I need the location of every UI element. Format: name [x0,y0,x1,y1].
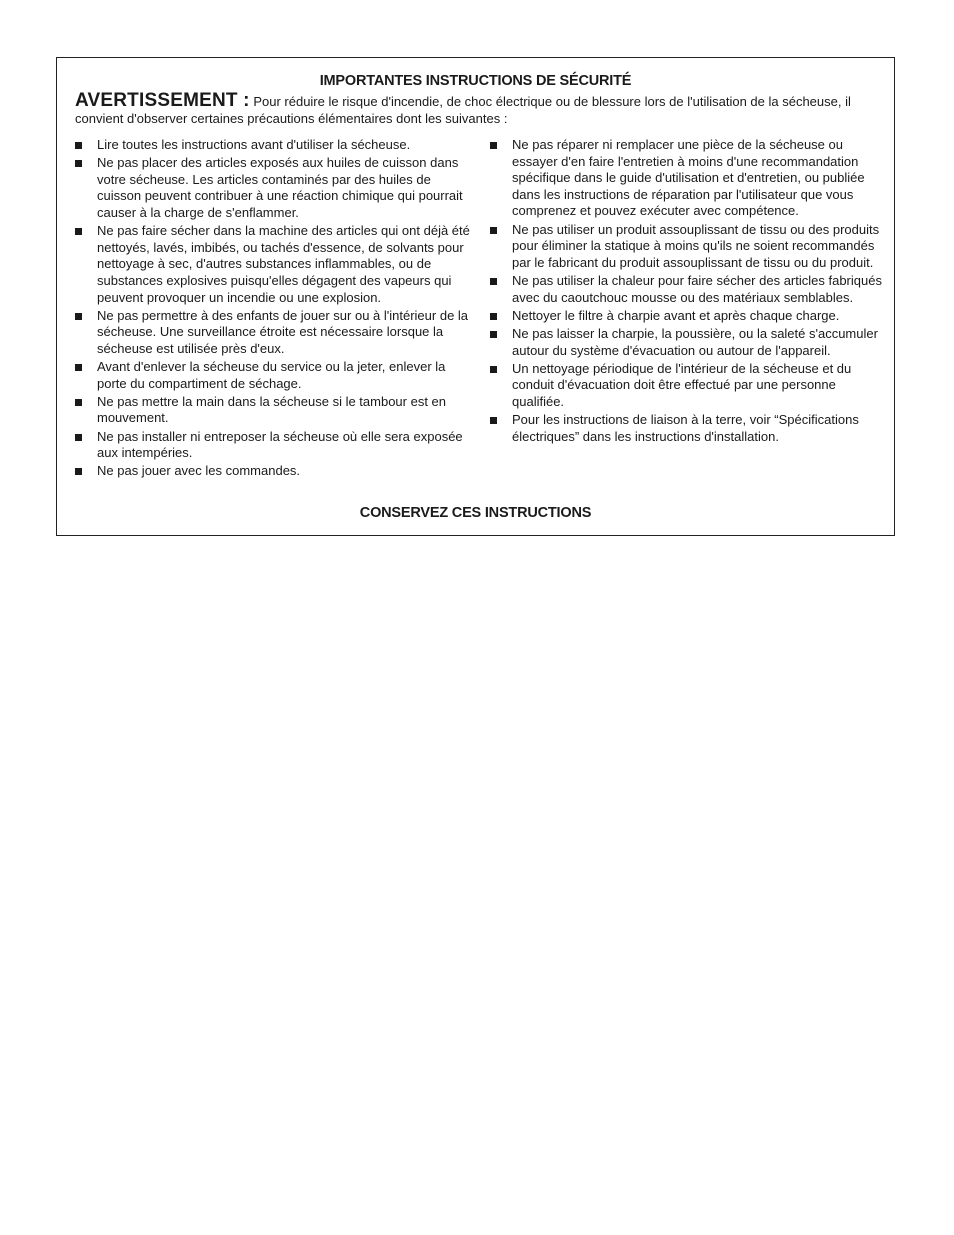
square-bullet-icon [75,434,82,441]
square-bullet-icon [490,366,497,373]
square-bullet-icon [75,228,82,235]
list-item [75,429,475,462]
list-item-text: Lire toutes les instructions avant d'utiliser la sécheuse. [97,137,411,152]
list-item-text: Ne pas laisser la charpie, la poussière, ou la saleté s'accumuler autour du système d'évacuation ou autour de l'appareil. [512,325,878,358]
square-bullet-icon [75,468,82,475]
list-item [75,308,475,358]
list-item [490,361,890,411]
safety-title: IMPORTANTES INSTRUCTIONS DE SÉCURITÉ [319,73,632,89]
list-item-text: Pour les instructions de liaison à la terre, voir “Spécifications électriques” dans les instructions d'installation. [512,412,859,444]
list-item [75,463,475,480]
square-bullet-icon [75,399,82,406]
list-item [75,137,475,154]
warning-label: AVERTISSEMENT : [75,90,250,111]
square-bullet-icon [490,227,497,234]
list-item-text: Ne pas utiliser un produit assouplissant de tissu ou des produits pour éliminer la statique à moins qu'ils ne soient recommandés par le fabricant du produit assouplissant de tissu ou du produit. [512,221,880,270]
list-item-text: Ne pas installer ni entreposer la sécheuse où elle sera exposée aux intempéries. [97,428,463,461]
list-item-text: Nettoyer le filtre à charpie avant et après chaque charge. [512,307,840,323]
list-item [75,223,475,306]
square-bullet-icon [490,417,497,424]
square-bullet-icon [75,364,82,371]
list-item [75,394,475,427]
square-bullet-icon [490,331,497,338]
square-bullet-icon [490,278,497,285]
square-bullet-icon [75,142,82,149]
safety-instructions-box [56,57,895,536]
warning-paragraph [75,92,875,127]
list-item [490,412,890,445]
right-instruction-list [490,137,890,447]
left-instruction-list [75,137,475,482]
list-item [490,326,890,359]
list-item-text: Ne pas mettre la main dans la sécheuse si le tambour est en mouvement. [97,393,447,426]
list-item-text: Ne pas jouer avec les commandes. [97,463,301,479]
list-item [490,308,890,325]
warning-text: Pour réduire le risque d'incendie, de choc électrique ou de blessure lors de l'utilisation de la sécheuse, il convient d'observer certaines précautions élémentaires dont les suivantes : [75,94,851,126]
list-item-text: Avant d'enlever la sécheuse du service ou la jeter, enlever la porte du compartiment de séchage. [97,359,446,391]
list-item-text: Ne pas permettre à des enfants de jouer sur ou à l'intérieur de la sécheuse. Une surveillance étroite est nécessaire lorsque la sécheuse est utilisée près d'eux. [97,307,469,356]
list-item [490,273,890,306]
list-item-text: Un nettoyage périodique de l'intérieur de la sécheuse et du conduit d'évacuation doit être effectué par une personne qualifiée. [512,360,852,409]
list-item-text: Ne pas placer des articles exposés aux huiles de cuisson dans votre sécheuse. Les articles contaminés par des huiles de cuisson peuvent contribuer à une réaction chimique qui pourrait causer à la charge de s'enflammer. [97,155,463,220]
square-bullet-icon [490,142,497,149]
list-item [75,155,475,221]
list-item-text: Ne pas utiliser la chaleur pour faire sécher des articles fabriqués avec du caoutchouc mousse ou des matériaux semblables. [512,272,882,305]
list-item-text: Ne pas réparer ni remplacer une pièce de la sécheuse ou essayer d'en faire l'entretien à moins d'une recommandation spécifique dans le guide d'utilisation et d'entretien, ou publiée dans les instructions de réparation par l'utilisateur que vous comprenez et pouvez exécuter avec compétence. [512,137,865,219]
square-bullet-icon [75,160,82,167]
list-item [490,222,890,272]
list-item [490,137,890,220]
square-bullet-icon [75,313,82,320]
square-bullet-icon [490,313,497,320]
list-item-text: Ne pas faire sécher dans la machine des articles qui ont déjà été nettoyés, lavés, imbibés, ou tachés d'essence, de solvants pour nettoyage à sec, d'autres substances inflammables, ou de substances explosives puisqu'elles dégagent des vapeurs qui peuvent provoquer un incendie ou une explosion. [97,223,470,305]
save-instructions-footer: CONSERVEZ CES INSTRUCTIONS [359,505,592,521]
list-item [75,359,475,392]
